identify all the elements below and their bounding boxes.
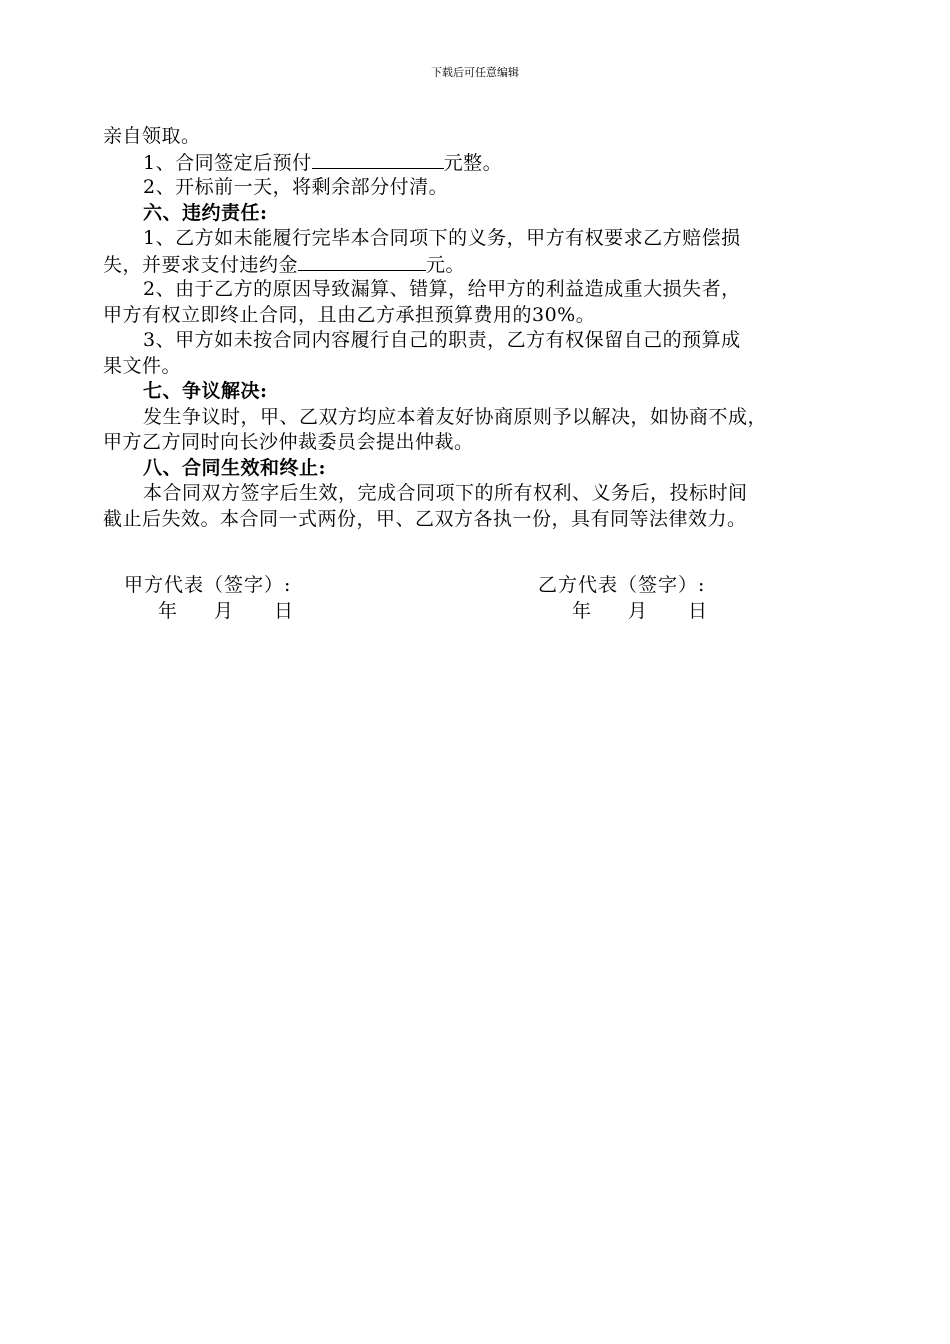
text-line: 甲方有权立即终止合同，且由乙方承担预算费用的30%。	[103, 303, 596, 326]
text-line: 甲方乙方同时向长沙仲裁委员会提出仲裁。	[103, 431, 474, 453]
party-a-year: 年	[158, 599, 179, 622]
text-line: 1、乙方如未能履行完毕本合同项下的义务，甲方有权要求乙方赔偿损	[143, 227, 741, 249]
contract-body	[103, 124, 863, 532]
text-line: 发生争议时，甲、乙双方均应本着友好协商原则予以解决，如协商不成，	[143, 405, 768, 428]
text-line: 果文件。	[103, 354, 182, 377]
penalty-line	[103, 252, 863, 278]
party-b-year: 年	[572, 599, 593, 622]
prepayment-text: 1、合同签定后预付	[143, 151, 312, 174]
party-b-month: 月	[628, 599, 649, 622]
text-line: 2、开标前一天，将剩余部分付清。	[143, 176, 449, 198]
text-line: 本合同双方签字后生效，完成合同项下的所有权利、义务后，投标时间	[143, 482, 748, 504]
party-b-signature	[538, 573, 708, 624]
section-heading-breach: 六、违约责任:	[143, 201, 268, 224]
penalty-text: 失，并要求支付违约金	[103, 253, 299, 276]
prepayment-unit: 元整。	[443, 151, 503, 174]
penalty-amount-blank[interactable]	[298, 252, 426, 271]
party-a-day: 日	[274, 599, 295, 622]
penalty-unit: 元。	[426, 253, 466, 276]
party-b-day: 日	[688, 599, 709, 622]
party-b-date	[538, 599, 708, 625]
prepayment-amount-blank[interactable]	[312, 150, 444, 169]
text-line: 2、由于乙方的原因导致漏算、错算，给甲方的利益造成重大损失者，	[143, 278, 741, 300]
section-heading-effect: 八、合同生效和终止:	[143, 456, 327, 479]
page-header: 下载后可任意编辑	[431, 66, 519, 79]
party-a-month: 月	[214, 599, 235, 622]
party-b-label: 乙方代表（签字）:	[538, 574, 706, 596]
prepayment-line	[103, 150, 863, 176]
text-line: 截止后失效。本合同一式两份，甲、乙双方各执一份，具有同等法律效力。	[103, 507, 747, 530]
section-heading-dispute: 七、争议解决:	[143, 380, 268, 402]
text-line: 3、甲方如未按合同内容履行自己的职责，乙方有权保留自己的预算成	[143, 329, 741, 351]
party-a-signature	[124, 573, 294, 624]
party-a-label: 甲方代表（签字）:	[124, 574, 292, 596]
party-a-date	[124, 599, 294, 625]
text-line: 亲自领取。	[103, 125, 201, 147]
